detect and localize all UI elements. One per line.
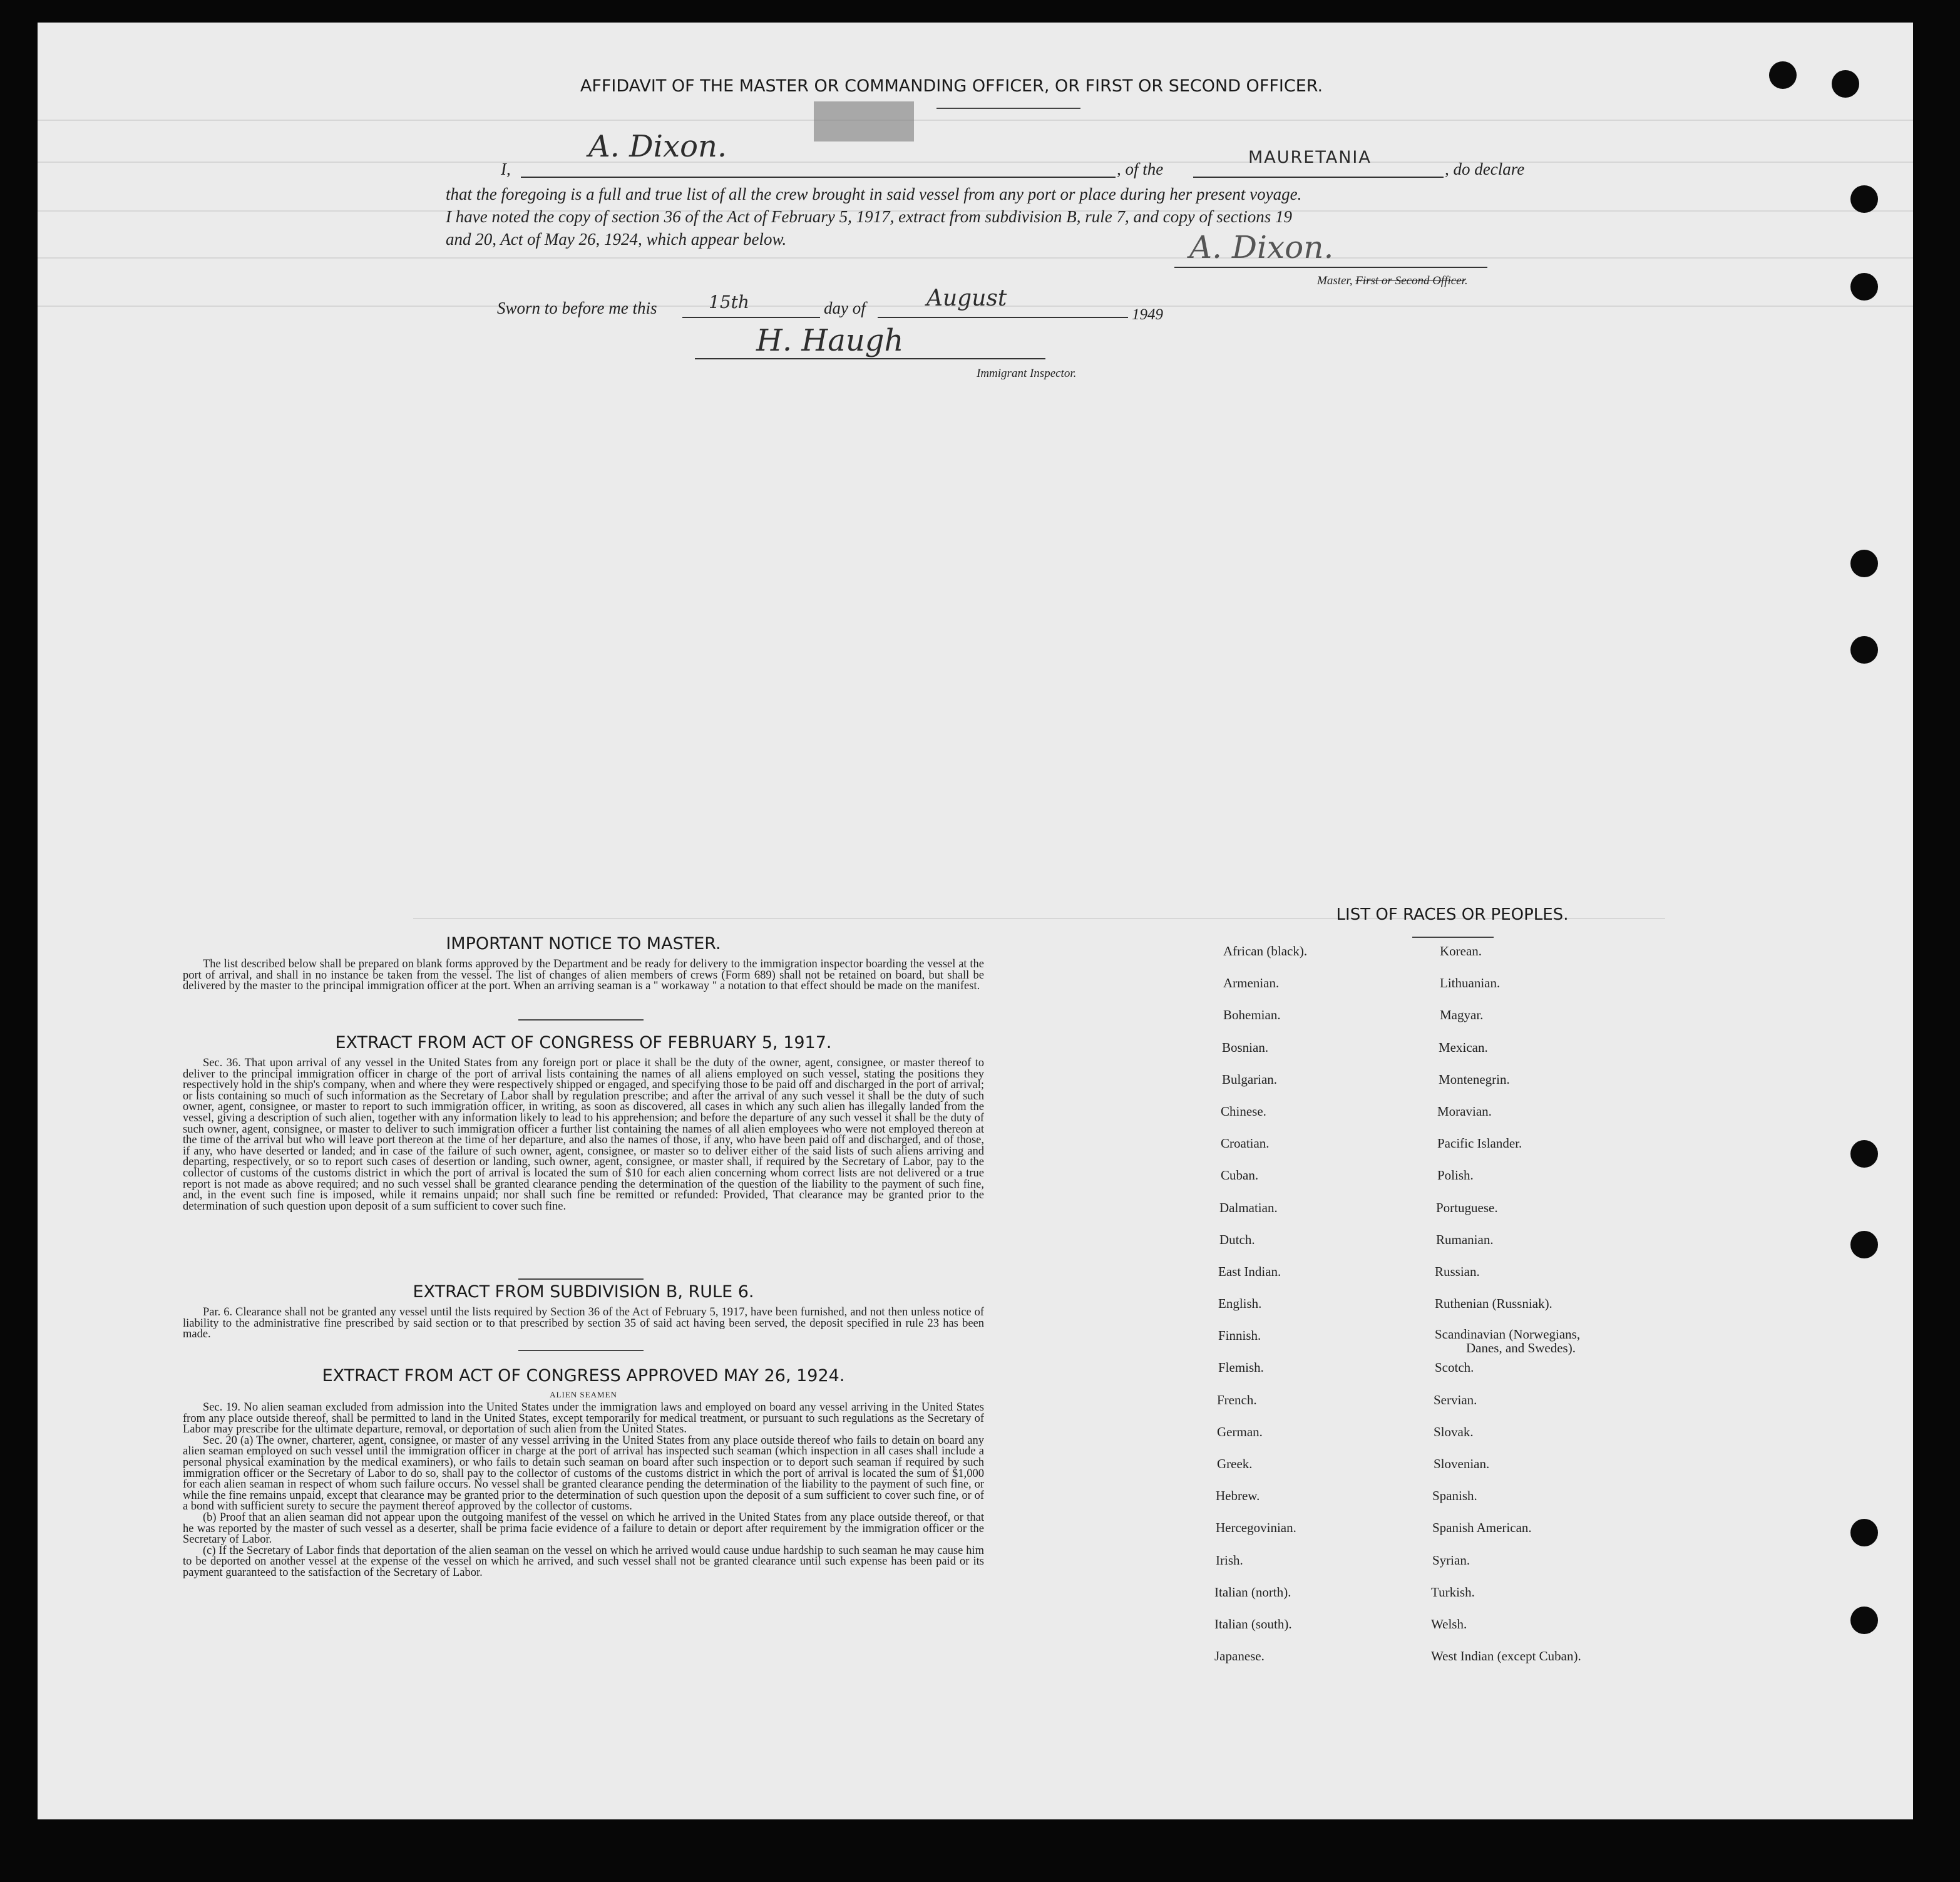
race-item: Mexican.	[1439, 1039, 1488, 1055]
extract-1924-title: EXTRACT FROM ACT OF CONGRESS APPROVED MAY 26, 1924.	[322, 1366, 845, 1386]
master-caption: Master, First or Second Officer.	[1317, 274, 1468, 287]
race-item: Croatian.	[1221, 1136, 1270, 1151]
race-item: Italian (south).	[1214, 1616, 1292, 1632]
extract-1917-title: EXTRACT FROM ACT OF CONGRESS OF FEBRUARY 5, 1917.	[335, 1033, 832, 1052]
extract-rule6-body: Par. 6. Clearance shall not be granted any vessel until the lists required by Section 36 of the Act of February 5, 1917, have been furnished, and not then unless notice of liability to the administrative fine prescribed by said section or to that prescribed by section 35 of said act having been served, the deposit specified in rule 23 has been made.	[183, 1306, 984, 1341]
affidavit-line-3: I have noted the copy of section 36 of the Act of February 5, 1917, extract from subdivision B, rule 7, and copy of sections 19	[446, 207, 1292, 226]
struck-caption: First or Second Officer	[1355, 274, 1465, 287]
punch-hole	[1769, 61, 1797, 89]
punch-hole	[1850, 1519, 1878, 1546]
section-divider	[518, 1019, 644, 1021]
notice-title: IMPORTANT NOTICE TO MASTER.	[446, 934, 721, 954]
race-item: Servian.	[1434, 1392, 1477, 1407]
race-item: French.	[1217, 1392, 1257, 1407]
section-divider	[518, 1350, 644, 1351]
race-item: Polish.	[1437, 1168, 1474, 1183]
affidavit-line-2: that the foregoing is a full and true list of all the crew brought in said vessel from any port or place during her present voyage.	[446, 185, 1302, 203]
race-item: Cuban.	[1221, 1168, 1259, 1183]
vessel-name: MAURETANIA	[1248, 148, 1372, 167]
race-item: Spanish American.	[1432, 1520, 1532, 1536]
race-item: Armenian.	[1223, 975, 1280, 991]
inspector-signature: H. Haugh	[756, 323, 904, 358]
race-item: Bulgarian.	[1222, 1071, 1278, 1087]
punch-hole	[1850, 636, 1878, 664]
do-declare-text: , do declare	[1445, 160, 1525, 178]
race-item: Greek.	[1217, 1456, 1253, 1471]
section-20c-paragraph: (c) If the Secretary of Labor finds that deportation of the alien seaman on the vessel on which he arrived would cause undue hardship to such seaman he may cause him to be deported on another vessel at the expense of the vessel on which he arrived, and such vessel shall not be granted clearance until such expense has been paid or its payment guaranteed to the satisfaction of the Secretary of Labor.	[183, 1544, 984, 1579]
race-item: Dalmatian.	[1219, 1200, 1278, 1215]
race-item: Finnish.	[1218, 1328, 1261, 1344]
extract-1917-body: Sec. 36. That upon arrival of any vessel in the United States from any foreign port or place it shall be the duty of the owner, agent, consignee, or master thereof to deliver to the principal immigration officer in charge of the port of arrival lists containing the names of all aliens employed on such vessel, stating the positions they respectively hold in the ship's company, when and where they were respectively shipped or engaged, and specifying those to be paid off and discharged in the port of arrival; or lists containing so much of such information as the Secretary of Labor shall by regulation prescribe; and after the arrival of any such vessel it shall be the duty of such owner, agent, consignee, or master to report to such immigration officer, in writing, as soon as discovered, all cases in which any such alien has illegally landed from the vessel, giving a description of such alien, together with any information likely to lead to his apprehension; and before the departure of any such vessel it shall be the duty of such owner, agent, consignee, or master to deliver to such immigration officer a further list containing the names of all alien employees who were not employed thereon at the time of the arrival but who will leave port thereon at the time of her departure, and also the names of those, if any, who have been paid off and discharged, and of those, if any, who have deserted or landed; and in case of the failure of such owner, agent, consignee, or master so to deliver either of the said lists of such aliens arriving and departing, respectively, or so to report such cases of desertion or landing, such owner, agent, consignee, or master shall, if required by the Secretary of Labor, pay to the collector of customs of the customs district in which the port of arrival is located the sum of $10 for each alien concerning whom correct lists are not delivered or a true report is not made as above required; and no such vessel shall be granted clearance pending the determination of the question of the liability to the payment of such fine, and, in the event such fine is imposed, while it remains unpaid; nor shall such fine be remitted or refunded: Provided, That clearance may be granted prior to the determination of such question upon deposit of a sum sufficient to cover such fine.	[183, 1057, 984, 1213]
races-title: LIST OF RACES OR PEOPLES.	[1336, 905, 1569, 924]
race-item: Hercegovinian.	[1216, 1520, 1296, 1536]
bleed-through-line	[38, 257, 1913, 259]
sworn-year: 1949	[1132, 306, 1163, 323]
title-underline	[936, 108, 1080, 109]
punch-hole	[1850, 1231, 1878, 1258]
race-item: Flemish.	[1218, 1360, 1264, 1376]
race-item: Moravian.	[1437, 1103, 1492, 1119]
race-item: Dutch.	[1219, 1232, 1255, 1247]
race-item: Syrian.	[1432, 1552, 1470, 1568]
master-signature: A. Dixon.	[1189, 229, 1334, 265]
notice-body: The list described below shall be prepared on blank forms approved by the Department and be ready for delivery to the immigration inspector boarding the vessel at the port of arrival, and shall in no instance be taken from the vessel. The list of changes of alien members of crews (Form 689) shall not be retained on board, but shall be delivered by the master to the principal immigration officer at the port. When an arriving seaman is a " workaway " a notation to that effect should be made on the manifest.	[183, 958, 984, 993]
race-item: Slovak.	[1434, 1424, 1474, 1439]
race-item: Chinese.	[1221, 1103, 1266, 1119]
master-signature-line	[1174, 267, 1487, 268]
race-item: English.	[1218, 1296, 1262, 1312]
section-divider	[518, 1278, 644, 1280]
race-item: Japanese.	[1214, 1648, 1265, 1664]
punch-hole	[1850, 1140, 1878, 1168]
vessel-blank	[1193, 177, 1444, 178]
race-item: Bohemian.	[1223, 1007, 1281, 1023]
sworn-day-blank	[682, 317, 820, 318]
punch-hole	[1850, 550, 1878, 577]
sworn-day-of: day of	[824, 299, 866, 317]
sworn-prefix: Sworn to before me this	[497, 299, 657, 317]
race-item: Bosnian.	[1222, 1039, 1269, 1055]
races-left-column	[1214, 943, 1307, 1680]
race-item: Korean.	[1440, 944, 1482, 959]
affidavit-title: AFFIDAVIT OF THE MASTER OR COMMANDING OFFICER, OR FIRST OR SECOND OFFICER.	[580, 76, 1323, 96]
race-item: Magyar.	[1440, 1007, 1484, 1023]
declarant-blank	[521, 177, 1116, 178]
sworn-month-blank	[878, 317, 1128, 318]
race-item: Hebrew.	[1216, 1488, 1260, 1504]
extract-rule6-title: EXTRACT FROM SUBDIVISION B, RULE 6.	[413, 1282, 754, 1302]
bleed-through-line	[38, 120, 1913, 121]
declarant-signature: A. Dixon.	[588, 129, 727, 164]
affidavit-line-4: and 20, Act of May 26, 1924, which appear below.	[446, 230, 787, 249]
declarant-prefix: I,	[501, 160, 511, 178]
race-item: Lithuanian.	[1440, 975, 1501, 991]
race-item: Spanish.	[1432, 1488, 1477, 1504]
race-item: Welsh.	[1431, 1616, 1467, 1632]
of-the-text: , of the	[1117, 160, 1164, 178]
punch-hole	[1850, 1607, 1878, 1634]
race-item: East Indian.	[1218, 1263, 1281, 1279]
section-20a-paragraph: Sec. 20 (a) The owner, charterer, agent, consignee, or master of any vessel arriving in the United States from any place outside thereof who fails to detain on board any alien seaman employed on such vessel until the immigration officer in charge at the port of arrival has inspected such seaman (which inspection in all cases shall include a personal physical examination by the medical examiners), or who fails to detain such seaman on board after such inspection or to deport such seaman if required by such immigration officer or the Secretary of Labor to do so, shall pay to the collector of customs of the customs district in which the port of arrival is located the sum of $1,000 for each alien seaman in respect of whom such failure occurs. No vessel shall be granted clearance pending the determination of the liability to the payment of such fine, or while the fine remains unpaid, except that clearance may be granted prior to the determination of such question upon the deposit of a sum sufficient to cover such fine, or of a bond with sufficient surety to secure the payment thereof approved by the collector of customs.	[183, 1434, 984, 1513]
signature-stamp-smudge	[814, 101, 914, 141]
punch-hole	[1850, 273, 1878, 301]
race-item: Portuguese.	[1436, 1200, 1498, 1215]
race-item: West Indian (except Cuban).	[1431, 1648, 1581, 1664]
extract-1924-body	[183, 1402, 984, 1579]
punch-hole	[1850, 185, 1878, 213]
races-title-underline	[1412, 937, 1494, 938]
race-item: Turkish.	[1431, 1584, 1475, 1600]
inspector-caption: Immigrant Inspector.	[977, 367, 1077, 380]
race-item: Italian (north).	[1214, 1584, 1291, 1600]
section-19-paragraph: Sec. 19. No alien seaman excluded from admission into the United States under the immigration laws and employed on board any vessel arriving in the United States from any place outside thereof, shall be permitted to land in the United States, except temporarily for medical treatment, or pursuant to such regulations as the Secretary of Labor may prescribe for the ultimate departure, removal, or deportation of such alien from the United States.	[183, 1401, 984, 1436]
race-item: Scandinavian (Norwegians, Danes, and Swedes).	[1435, 1327, 1581, 1356]
punch-hole	[1832, 70, 1859, 98]
race-item: Montenegrin.	[1439, 1071, 1510, 1087]
race-item: African (black).	[1223, 944, 1308, 959]
race-item: Rumanian.	[1436, 1232, 1494, 1247]
race-item: German.	[1217, 1424, 1263, 1439]
race-item: Ruthenian (Russniak).	[1435, 1296, 1552, 1312]
sworn-month: August	[926, 285, 1007, 311]
race-item: Scotch.	[1435, 1360, 1474, 1376]
inspector-signature-line	[695, 358, 1045, 359]
section-20b-paragraph: (b) Proof that an alien seaman did not appear upon the outgoing manifest of the vessel on which he arrived in the United States from any place outside thereof, or that he was reported by the master of such vessel as a deserter, shall be prima facie evidence of a failure to detain or deport after requirement by the immigration officer or the Secretary of Labor.	[183, 1511, 984, 1546]
extract-1924-subtitle: ALIEN SEAMEN	[550, 1390, 617, 1399]
sworn-day: 15th	[709, 292, 749, 312]
race-item: Irish.	[1216, 1552, 1243, 1568]
race-item: Russian.	[1435, 1263, 1480, 1279]
race-item: Slovenian.	[1434, 1456, 1490, 1471]
races-right-column	[1431, 943, 1581, 1680]
document-page	[38, 23, 1913, 1819]
race-item: Pacific Islander.	[1437, 1136, 1522, 1151]
bleed-through-line	[38, 162, 1913, 163]
